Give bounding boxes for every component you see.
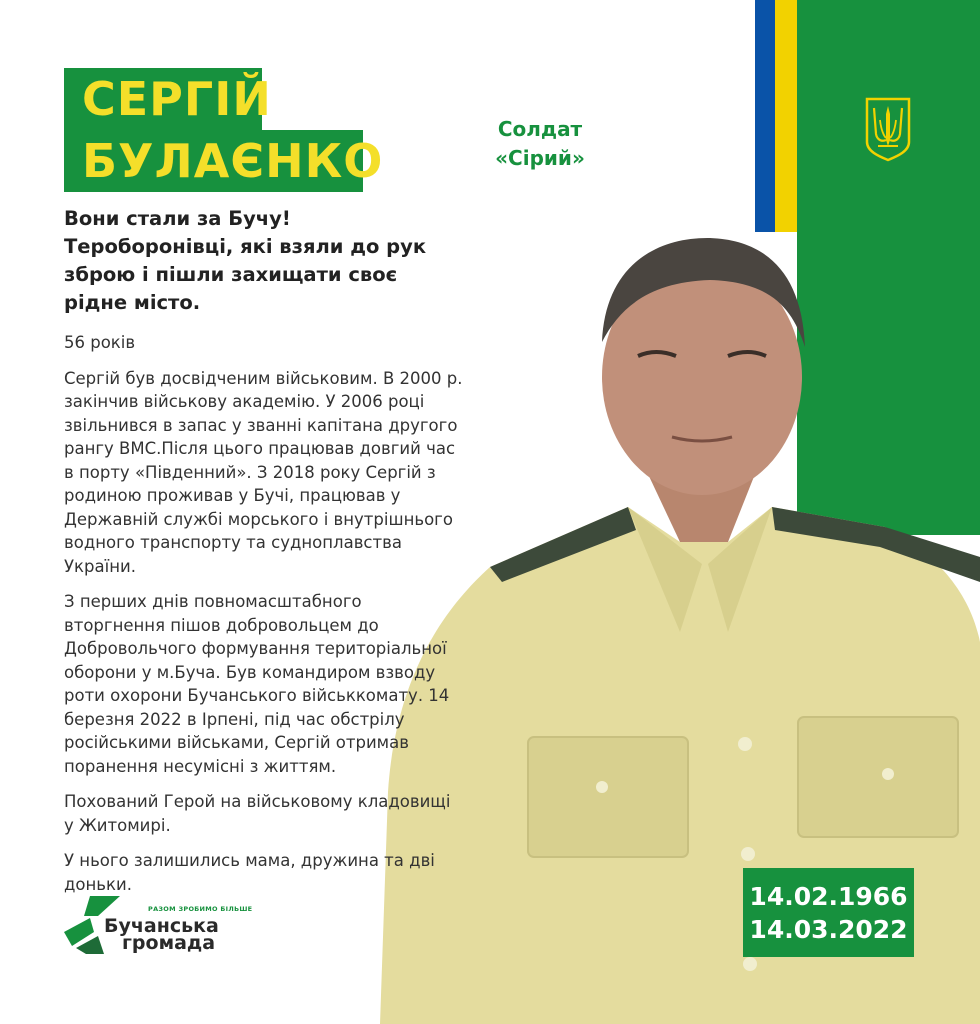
rank-block	[480, 115, 600, 173]
trident-icon	[864, 96, 912, 162]
logo-word-2: громада	[122, 932, 216, 954]
hero-name	[64, 68, 384, 192]
logo-tagline: РАЗОМ ЗРОБИМО БІЛЬШЕ	[148, 905, 253, 913]
flag-stripe-blue	[755, 0, 775, 232]
bio-paragraph-3: Похований Герой на військовому кладовищі у Житомирі.	[64, 792, 451, 835]
last-name: БУЛАЄНКО	[64, 130, 363, 192]
bio-paragraph-4: У нього залишились мама, дружина та дві доньки.	[64, 851, 435, 894]
intro-line-1: Вони стали за Бучу!	[64, 207, 291, 230]
birth-date: 14.02.1966	[749, 882, 908, 911]
bio-paragraph-2: З перших днів повномасштабного вторгнення пішов добровольцем до Добровольчого формування територіальної оборони у м.Буча. Був командиром взводу роти охорони Бучанського військкомату. 14 березня 2022 в Ірпені, під час обстрілу російськими військами, Сергій отримав поранення несумісні з життям.	[64, 592, 450, 776]
life-dates	[743, 868, 914, 957]
logo-word-1: Бучанська	[104, 915, 219, 937]
age: 56 років	[64, 333, 136, 352]
first-name: СЕРГІЙ	[64, 68, 262, 130]
flag-stripe-yellow	[775, 0, 797, 232]
death-date: 14.03.2022	[749, 915, 908, 944]
intro	[64, 205, 464, 317]
callsign: «Сірий»	[495, 146, 585, 170]
bio-text	[64, 205, 464, 908]
rank-title: Солдат	[497, 117, 583, 141]
bio-paragraph-1: Сергій був досвідченим військовим. В 2000 р. закінчив військову академію. У 2006 році звільнився в запас у званні капітана другого рангу ВМС.Після цього працював довгий час в порту «Південний». З 2018 року Сергій з родиною проживав у Бучі, працював у Державній службі морського і внутрішнього водного транспорту та судноплавства України.	[64, 368, 463, 576]
intro-line-2: Тероборонівці, які взяли до рук зброю і пішли захищати своє рідне місто.	[64, 235, 427, 314]
bucha-logo	[64, 892, 253, 962]
